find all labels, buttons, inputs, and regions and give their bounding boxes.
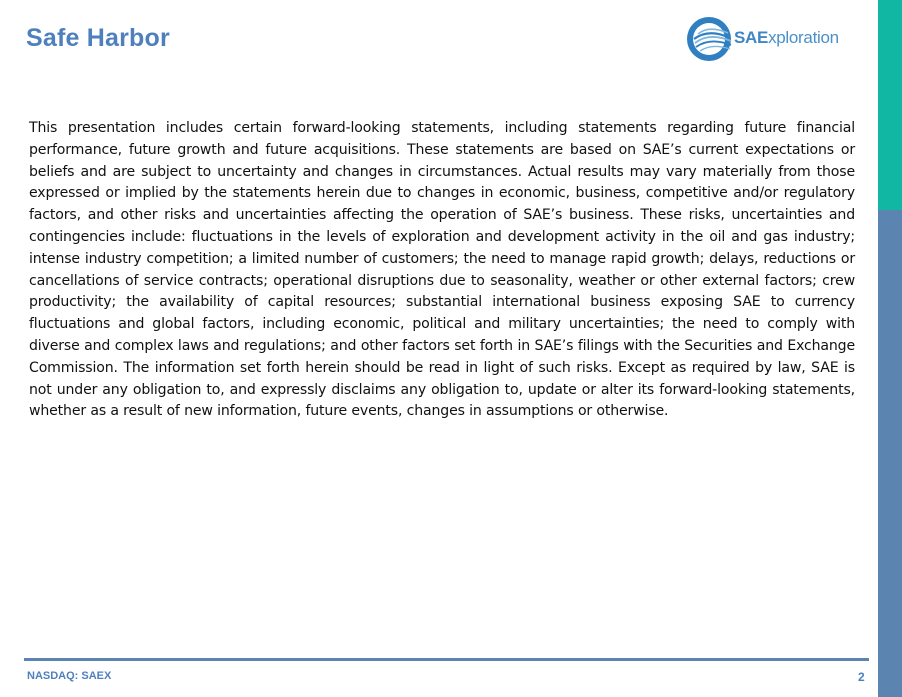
slide-title: Safe Harbor: [26, 24, 170, 52]
logo-wordmark: [734, 28, 839, 48]
footer-divider: [24, 658, 869, 661]
footer-ticker: NASDAQ: SAEX: [27, 670, 112, 682]
right-accent-bar: [878, 0, 902, 697]
page-number: 2: [858, 670, 865, 684]
right-accent-bar-teal: [878, 0, 902, 210]
safe-harbor-statement: This presentation includes certain forward-looking statements, including statements regarding future financial performance, future growth and future acquisitions. These statements are based on SAE’s current expectations or beliefs and are subject to uncertainty and changes in circumstances. Actual results may vary materially from those expressed or implied by the statements herein due to changes in economic, business, competitive and/or regulatory factors, and other risks and uncertainties affecting the operation of SAE’s business. These risks, uncertainties and contingencies include: fluctuations in the levels of exploration and development activity in the oil and gas industry; intense industry competition; a limited number of customers; the need to manage rapid growth; delays, reductions or cancellations of service contracts; operational disruptions due to seasonality, weather or other external factors; crew productivity; the availability of capital resources; substantial international business exposing SAE to currency fluctuations and global factors, including economic, political and military uncertainties; the need to comply with diverse and complex laws and regulations; and other factors set forth in SAE’s filings with the Securities and Exchange Commission. The information set forth herein should be read in light of such risks. Except as required by law, SAE is not under any obligation to, and expressly disclaims any obligation to, update or alter its forward-looking statements, whether as a result of new information, future events, changes in assumptions or otherwise.: [29, 120, 855, 420]
logo-wordmark-bold: SAE: [734, 28, 769, 47]
logo-wordmark-rest: xploration: [768, 28, 839, 47]
sae-swirl-logo-icon: [686, 16, 732, 62]
company-logo: [686, 16, 862, 62]
